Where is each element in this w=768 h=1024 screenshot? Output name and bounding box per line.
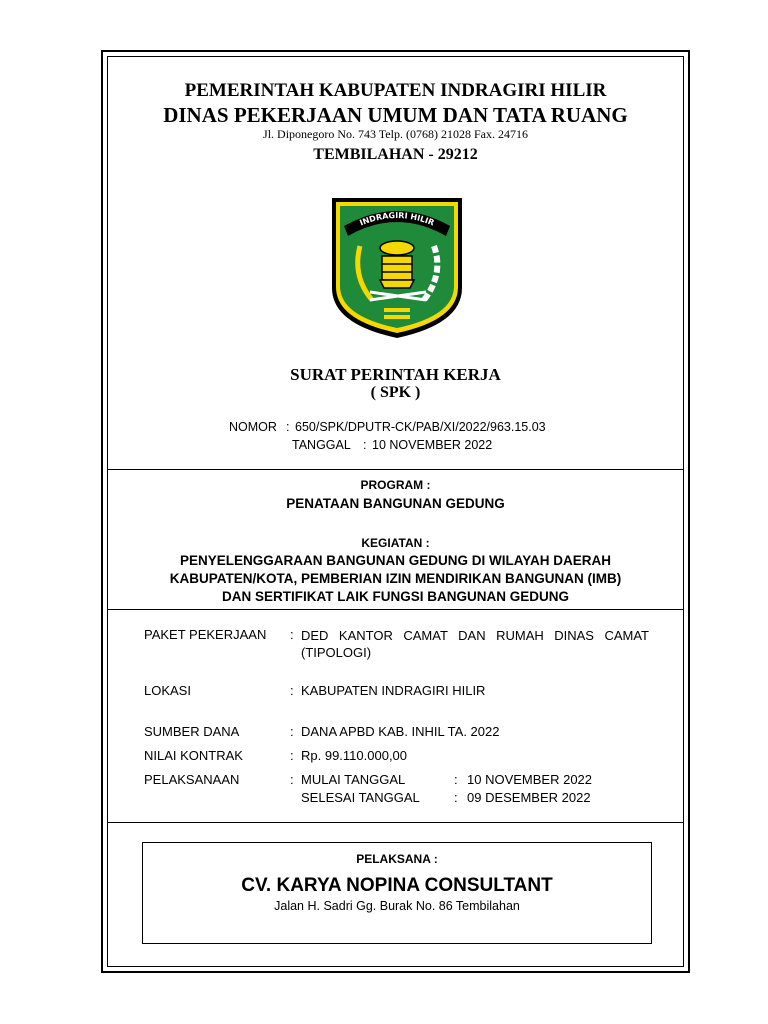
program-label: PROGRAM : xyxy=(360,478,431,492)
divider xyxy=(107,822,684,823)
office-address: Jl. Diponegoro No. 743 Telp. (0768) 21028 Fax. 24716 xyxy=(263,127,528,141)
number-colon: : xyxy=(286,420,290,434)
start-value: 10 NOVEMBER 2022 xyxy=(467,772,593,787)
document-abbreviation: ( SPK ) xyxy=(370,384,421,401)
activity-line: KABUPATEN/KOTA, PEMBERIAN IZIN MENDIRIKAN BANGUNAN (IMB) xyxy=(169,571,622,586)
location-colon: : xyxy=(290,683,294,698)
program-value: PENATAAN BANGUNAN GEDUNG xyxy=(286,496,505,511)
date-colon: : xyxy=(363,438,367,452)
contract-colon: : xyxy=(290,748,294,763)
execution-label: PELAKSANAAN xyxy=(144,772,240,787)
contractor-name: CV. KARYA NOPINA CONSULTANT xyxy=(241,875,553,896)
contract-value: Rp. 99.110.000,00 xyxy=(301,748,408,763)
activity-line: DAN SERTIFIKAT LAIK FUNGSI BANGUNAN GEDUNG xyxy=(222,589,569,604)
funding-colon: : xyxy=(290,724,294,739)
package-value: DED KANTOR CAMAT DAN RUMAH DINAS CAMAT (TIPOLOGI) xyxy=(301,628,649,660)
end-value: 09 DESEMBER 2022 xyxy=(467,790,591,805)
number-label: NOMOR xyxy=(229,420,277,434)
funding-value: DANA APBD KAB. INHIL TA. 2022 xyxy=(301,724,500,739)
package-colon: : xyxy=(290,627,294,642)
number-value: 650/SPK/DPUTR-CK/PAB/XI/2022/963.15.03 xyxy=(295,420,546,434)
divider xyxy=(107,469,684,470)
execution-colon: : xyxy=(290,772,294,787)
contractor-label: PELAKSANA : xyxy=(356,852,438,866)
start-label: MULAI TANGGAL xyxy=(301,772,406,787)
funding-label: SUMBER DANA xyxy=(144,724,240,739)
activity-label: KEGIATAN : xyxy=(361,536,430,550)
activity-line: PENYELENGGARAAN BANGUNAN GEDUNG DI WILAYAH DAERAH xyxy=(179,553,612,568)
end-colon: : xyxy=(454,790,458,805)
location-value: KABUPATEN INDRAGIRI HILIR xyxy=(301,683,486,698)
contractor-address: Jalan H. Sadri Gg. Burak No. 86 Tembilahan xyxy=(274,899,520,913)
location-label: LOKASI xyxy=(144,683,191,698)
date-value: 10 NOVEMBER 2022 xyxy=(372,438,493,452)
contract-label: NILAI KONTRAK xyxy=(144,748,243,763)
package-label: PAKET PEKERJAAN xyxy=(144,627,267,642)
government-name: PEMERINTAH KABUPATEN INDRAGIRI HILIR xyxy=(184,80,607,101)
city-postcode: TEMBILAHAN - 29212 xyxy=(313,146,478,163)
divider xyxy=(107,609,684,610)
document-title: SURAT PERINTAH KERJA xyxy=(290,365,501,384)
date-label: TANGGAL xyxy=(292,438,351,452)
end-label: SELESAI TANGGAL xyxy=(301,790,420,805)
start-colon: : xyxy=(454,772,458,787)
logo-banner-text: INDRAGIRI HILIR xyxy=(358,210,436,228)
regency-coat-of-arms-icon xyxy=(330,196,464,340)
department-name: DINAS PEKERJAAN UMUM DAN TATA RUANG xyxy=(163,103,628,127)
